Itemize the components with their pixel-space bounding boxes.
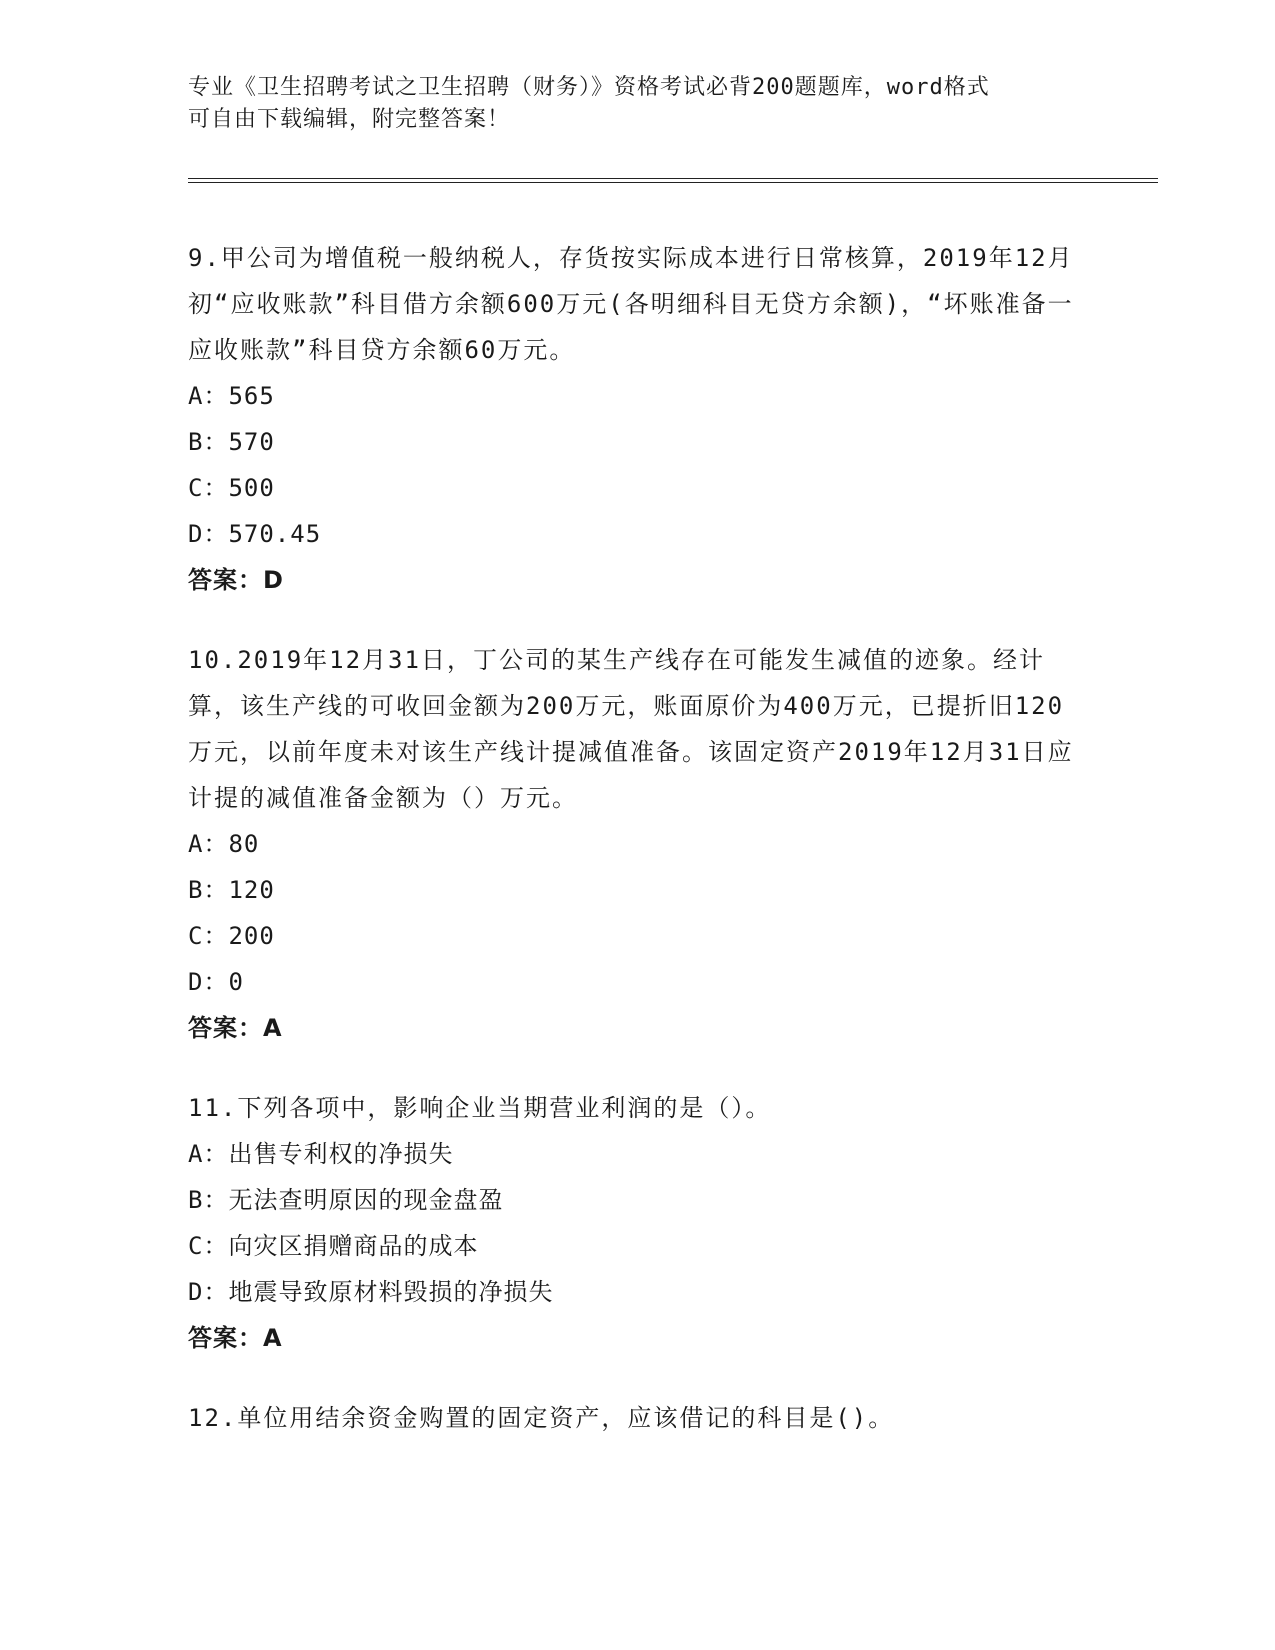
header-line-1: 专业《卫生招聘考试之卫生招聘（财务）》资格考试必背200题题库，word格式 — [188, 75, 990, 100]
question-9 — [188, 235, 1088, 603]
question-stem: 12.单位用结余资金购置的固定资产，应该借记的科目是()。 — [188, 1404, 895, 1432]
option-c: C：向灾区捐赠商品的成本 — [188, 1232, 479, 1260]
question-stem: 9.甲公司为增值税一般纳税人，存货按实际成本进行日常核算，2019年12月初“应收账款”科目借方余额600万元(各明细科目无贷方余额)，“坏账准备一应收账款”科目贷方余额60万元。 — [188, 244, 1074, 364]
option-d: D：0 — [188, 968, 244, 996]
option-c: C：200 — [188, 922, 275, 950]
question-12 — [188, 1395, 1088, 1441]
option-b: B：570 — [188, 428, 275, 456]
answer: 答案：A — [188, 1014, 283, 1042]
option-c: C：500 — [188, 474, 275, 502]
option-a: A：565 — [188, 382, 275, 410]
header-divider — [188, 178, 1158, 183]
answer: 答案：A — [188, 1324, 283, 1352]
option-b: B：无法查明原因的现金盘盈 — [188, 1186, 504, 1214]
header-line-2: 可自由下载编辑，附完整答案！ — [188, 107, 511, 132]
question-stem: 11.下列各项中，影响企业当期营业利润的是（）。 — [188, 1094, 772, 1122]
option-b: B：120 — [188, 876, 275, 904]
document-header — [188, 72, 1068, 136]
option-d: D：570.45 — [188, 520, 322, 548]
question-list — [188, 235, 1088, 1475]
option-a: A：80 — [188, 830, 260, 858]
question-10 — [188, 637, 1088, 1051]
option-a: A：出售专利权的净损失 — [188, 1140, 454, 1168]
option-d: D：地震导致原材料毁损的净损失 — [188, 1278, 554, 1306]
question-11 — [188, 1085, 1088, 1361]
answer: 答案：D — [188, 566, 284, 594]
question-stem: 10.2019年12月31日，丁公司的某生产线存在可能发生减值的迹象。经计算，该生产线的可收回金额为200万元，账面原价为400万元，已提折旧120万元，以前年度未对该生产线计提减值准备。该固定资产2019年12月31日应计提的减值准备金额为（）万元。 — [188, 646, 1074, 812]
